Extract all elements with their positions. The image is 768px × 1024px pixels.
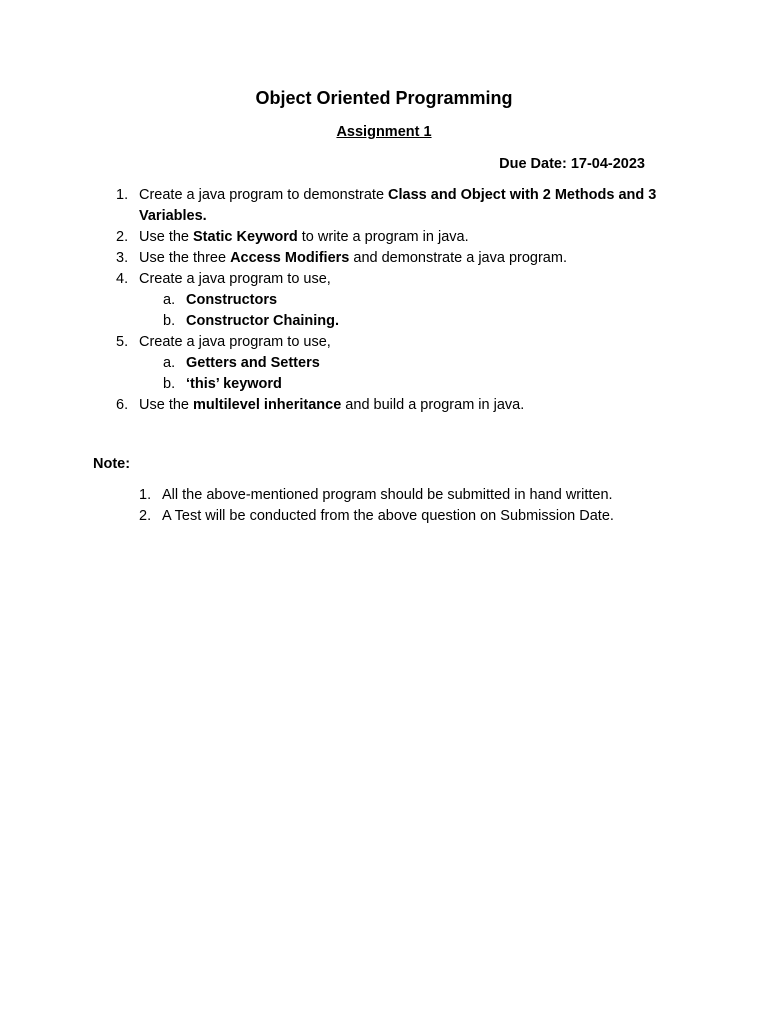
sub-question-text: Getters and Setters [186,355,320,371]
question-list [110,185,690,416]
sub-question-text: Constructor Chaining. [186,313,340,329]
question-number: 6. [116,397,129,413]
question-text-after: to write a program in java. [297,229,469,245]
sub-question-item [139,374,690,395]
assignment-heading: Assignment 1 [336,124,432,140]
sub-question-letter: b. [163,313,176,329]
question-text: Use the [139,229,193,245]
question-item-5 [110,332,690,395]
question-number: 3. [116,250,129,266]
question-text: Use the [139,397,193,413]
question-item-4 [110,269,690,332]
question-text: Create a java program to demonstrate [139,187,389,203]
sub-question-letter: a. [163,355,176,371]
question-emphasis: multilevel inheritance [193,397,342,413]
sub-question-item [139,353,690,374]
note-item [133,485,693,506]
sub-question-item [139,290,690,311]
note-number: 2. [139,508,152,524]
note-list [133,485,693,527]
question-emphasis: Static Keyword [193,229,298,245]
note-number: 1. [139,487,152,503]
question-number: 4. [116,271,129,287]
sub-question-text: Constructors [186,292,278,308]
question-item-2 [110,227,690,248]
question-item-3 [110,248,690,269]
sub-question-letter: b. [163,376,176,392]
question-item-6 [110,395,690,416]
question-text: Use the three [139,250,231,266]
sub-question-letter: a. [163,292,176,308]
question-number: 1. [116,187,129,203]
sub-question-list [139,353,690,395]
question-number: 5. [116,334,129,350]
question-text: Create a java program to use, [139,334,331,350]
sub-question-item [139,311,690,332]
question-emphasis: Access Modifiers [230,250,350,266]
note-item [133,506,693,527]
sub-question-text: ‘this’ keyword [186,376,282,392]
question-text-after: and build a program in java. [341,397,525,413]
question-emphasis: Class and Object with 2 Methods and 3 Variables. [139,187,657,224]
sub-question-list [139,290,690,332]
question-number: 2. [116,229,129,245]
note-text: All the above-mentioned program should be submitted in hand written. [162,487,613,503]
due-date: Due Date: 17-04-2023 [499,156,645,172]
question-item-1 [110,185,690,227]
question-text: Create a java program to use, [139,271,331,287]
document-title: Object Oriented Programming [255,88,513,108]
note-label: Note: [93,456,131,472]
note-text: A Test will be conducted from the above question on Submission Date. [162,508,614,524]
question-text-after: and demonstrate a java program. [349,250,567,266]
